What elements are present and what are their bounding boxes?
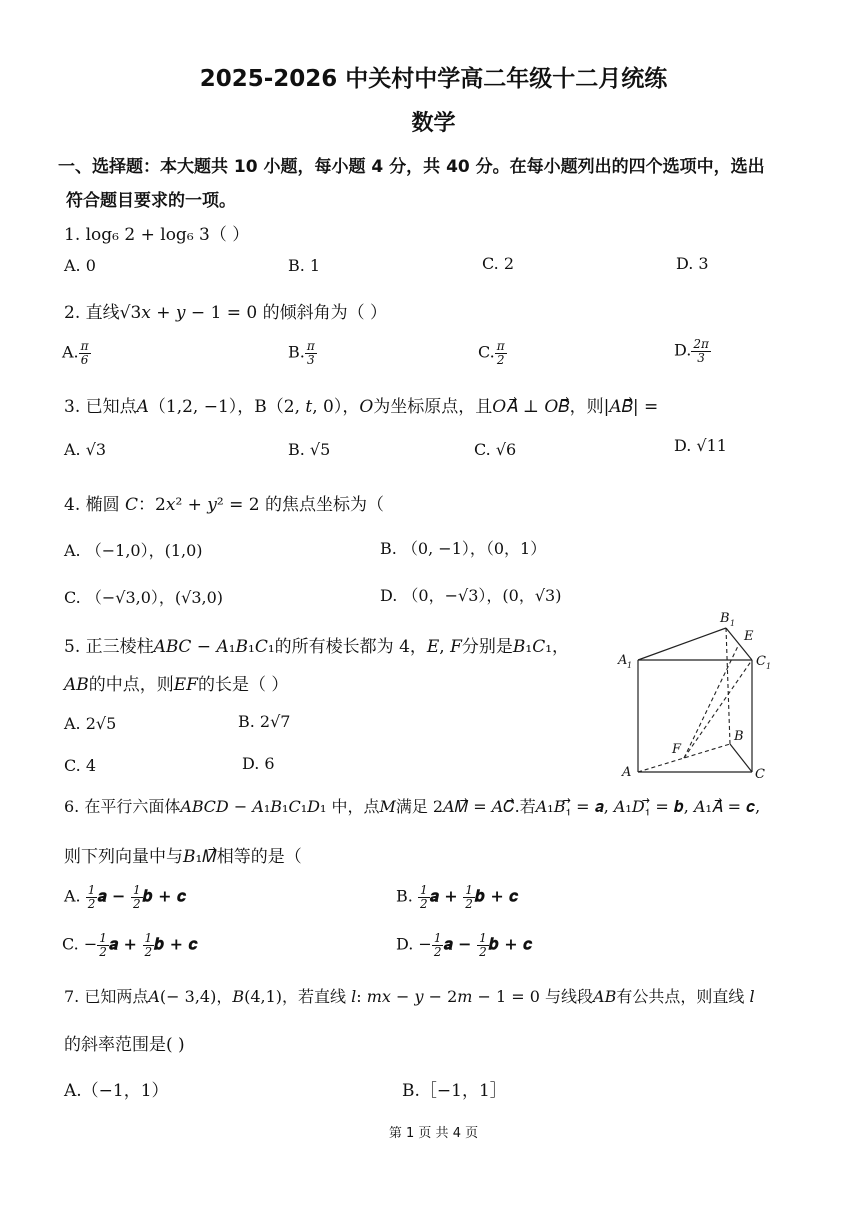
- question-7-stem-line2: 的斜率范围是( ): [64, 1035, 185, 1055]
- edge-a1-b1: [638, 628, 726, 660]
- question-5-stem-line2: 𝐴𝐵的中点，则𝐸𝐹的长是（ ）: [64, 675, 289, 695]
- fraction: $\frac{\pi}{3}$: [306, 339, 315, 367]
- label-b1-sub: 1: [730, 619, 736, 628]
- question-4-option-a: A. （−1,0），(1,0): [64, 541, 203, 560]
- question-5-option-a: A. 2√5: [64, 714, 117, 733]
- question-1-option-a: A. 0: [64, 256, 96, 275]
- page-footer: 第 1 页 共 4 页: [388, 1126, 479, 1141]
- question-6-option-a: A. $\frac{1}{2}$ 𝒂 − $\frac{1}{2}$ 𝒃 + 𝒄: [64, 883, 187, 911]
- question-2-option-c: C. $\frac{\pi}{2}$: [478, 339, 505, 367]
- fraction: $\frac{1}{2}$: [132, 883, 141, 911]
- question-7-option-a: A.（−1，1）: [64, 1081, 169, 1101]
- fraction: $\frac{1}{2}$: [465, 883, 473, 911]
- fraction: $\frac{\pi}{6}$: [80, 339, 89, 367]
- question-1-option-b: B. 1: [288, 256, 321, 275]
- question-5-option-d: D. 6: [242, 754, 275, 773]
- question-6-option-b: B. $\frac{1}{2}$ 𝒂 + $\frac{1}{2}$ 𝒃 + 𝒄: [396, 883, 519, 911]
- section-heading-line1: 一、选择题：本大题共 10 小题，每小题 4 分，共 40 分。在每小题列出的四个选项中，选出: [58, 157, 765, 177]
- fraction: $\frac{1}{2}$: [144, 931, 153, 959]
- question-3-option-d: D. √11: [674, 436, 727, 455]
- question-4-option-b: B. （0, −1），（0，1）: [380, 539, 547, 558]
- question-4-option-d: D. （0，−√3），(0，√3): [380, 586, 562, 605]
- label-c1: C: [756, 654, 766, 669]
- fraction: $\frac{1}{2}$: [419, 883, 428, 911]
- question-7-stem-line1: 7. 已知两点𝐴(− 3,4)，𝐵(4,1)，若直线 𝑙: 𝑚𝑥 − 𝑦 − 2𝑚 − 1 = 0 与线段𝐴𝐵有公共点，则直线 𝑙: [64, 987, 755, 1006]
- question-1-option-d: D. 3: [676, 254, 709, 273]
- prism-figure: [612, 610, 784, 788]
- question-1-option-c: C. 2: [482, 254, 515, 273]
- label-c1-sub: 1: [766, 662, 772, 671]
- question-6-stem-line2: 则下列向量中与𝐵₁𝑀⃗相等的是（: [64, 847, 302, 867]
- section-heading-line2: 符合题目要求的一项。: [66, 191, 236, 211]
- question-6-option-d: D. − $\frac{1}{2}$ 𝒂 − $\frac{1}{2}$ 𝒃 + 𝒄: [396, 931, 533, 959]
- question-2-option-b: B. $\frac{\pi}{3}$: [288, 339, 315, 367]
- fraction: $\frac{1}{2}$: [99, 931, 107, 959]
- question-4-option-c: C. （−√3,0），(√3,0): [64, 588, 224, 607]
- fraction: $\frac{\pi}{2}$: [496, 339, 505, 367]
- question-3-option-a: A. √3: [64, 440, 107, 459]
- fraction: $\frac{2\pi}{3}$: [693, 337, 709, 365]
- fraction: $\frac{1}{2}$: [87, 883, 96, 911]
- question-6-option-c: C. − $\frac{1}{2}$ 𝒂 + $\frac{1}{2}$ 𝒃 + 𝒄: [62, 931, 198, 959]
- label-a: A: [622, 765, 632, 780]
- label-e: E: [744, 629, 754, 644]
- question-6-stem-line1: 6. 在平行六面体𝐴𝐵𝐶𝐷 − 𝐴₁𝐵₁𝐶₁𝐷₁ 中，点𝑀满足 2𝐴𝑀⃗ = 𝐴𝐶⃗.若𝐴₁𝐵₁⃗ = 𝒂, 𝐴₁𝐷₁⃗ = 𝒃, 𝐴₁𝐴⃗ = 𝒄,: [64, 797, 761, 816]
- label-b: B: [734, 729, 744, 744]
- question-7-option-b: B.［−1，1］: [402, 1081, 507, 1101]
- label-c: C: [755, 767, 765, 782]
- question-3-option-c: C. √6: [474, 440, 517, 459]
- label-a1: A: [618, 653, 628, 668]
- label-f: F: [672, 742, 682, 757]
- question-3-stem: 3. 已知点𝐴（1,2, −1），B（2, 𝑡, 0），𝑂为坐标原点，且𝑂𝐴⃗ ⊥ 𝑂𝐵⃗，则|𝐴𝐵⃗| =: [64, 397, 659, 417]
- label-b1: B: [720, 611, 730, 626]
- label-a1-sub: 1: [627, 661, 633, 670]
- question-2-stem: 2. 直线√3𝑥 + 𝑦 − 1 = 0 的倾斜角为（ ）: [64, 303, 388, 323]
- question-3-option-b: B. √5: [288, 440, 331, 459]
- question-2-option-d: D. $\frac{2\pi}{3}$: [674, 337, 709, 365]
- segment-ef: [684, 644, 739, 758]
- question-1-stem: 1. log₆ 2 + log₆ 3（ ）: [64, 225, 250, 245]
- edge-b-c: [730, 744, 752, 772]
- fraction: $\frac{1}{2}$: [433, 931, 442, 959]
- edge-b-b1-hidden: [726, 628, 730, 744]
- subject-title: 数学: [411, 111, 456, 136]
- question-5-option-b: B. 2√7: [238, 712, 291, 731]
- page-title: 2025-2026 中关村中学高二年级十二月统练: [199, 66, 668, 92]
- question-5-stem-line1: 5. 正三棱柱𝐴𝐵𝐶 − 𝐴₁𝐵₁𝐶₁的所有棱长都为 4，𝐸, 𝐹分别是𝐵₁𝐶₁，: [64, 637, 570, 657]
- fraction: $\frac{1}{2}$: [479, 931, 487, 959]
- question-4-stem: 4. 椭圆 𝐶：2𝑥² + 𝑦² = 2 的焦点坐标为（: [64, 495, 384, 515]
- question-5-option-c: C. 4: [64, 756, 97, 775]
- question-2-option-a: A. $\frac{\pi}{6}$: [62, 339, 89, 367]
